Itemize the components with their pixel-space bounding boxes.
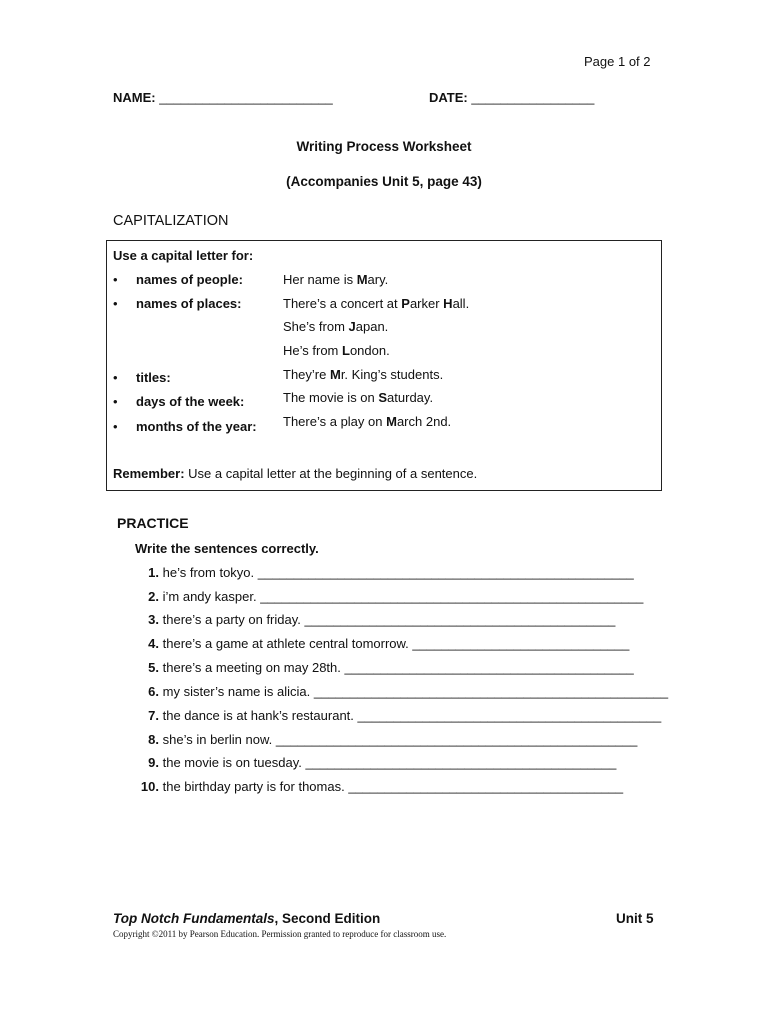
practice-item — [119, 708, 661, 723]
item-number: 9. — [148, 755, 159, 770]
item-number: 6. — [148, 684, 159, 699]
bullet-icon: • — [113, 419, 118, 434]
example-capital: S — [378, 390, 388, 405]
item-number: 8. — [148, 732, 159, 747]
name-field — [113, 90, 333, 105]
example-text: Her name is — [283, 272, 357, 287]
answer-blank[interactable]: ___________________________________________ — [305, 755, 617, 770]
practice-item — [119, 779, 623, 794]
practice-item — [119, 565, 634, 580]
rule-example — [283, 296, 469, 311]
rule-example — [283, 367, 443, 382]
rule-category: names of places: — [136, 296, 242, 311]
remember-label: Remember: — [113, 466, 185, 481]
practice-item — [119, 612, 615, 627]
bullet-icon: • — [113, 296, 118, 311]
item-sentence: she’s in berlin now. — [162, 732, 273, 747]
remember-note — [113, 466, 477, 481]
example-text: aturday. — [387, 390, 434, 405]
example-capital: L — [342, 343, 350, 358]
footer-book-title — [113, 911, 380, 926]
example-text: ary. — [367, 272, 389, 287]
rule-category: names of people: — [136, 272, 243, 287]
example-capital: M — [386, 414, 397, 429]
answer-blank[interactable]: __________________________________________ — [357, 708, 662, 723]
worksheet-subtitle: (Accompanies Unit 5, page 43) — [286, 174, 482, 189]
practice-heading: PRACTICE — [117, 515, 189, 531]
worksheet-title: Writing Process Worksheet — [296, 139, 472, 154]
practice-item — [119, 589, 643, 604]
example-text: She’s from — [283, 319, 349, 334]
date-field — [429, 90, 594, 105]
item-sentence: i’m andy kasper. — [162, 589, 257, 604]
rules-box-heading: Use a capital letter for: — [113, 248, 254, 263]
remember-text: Use a capital letter at the beginning of a sentence. — [184, 466, 478, 481]
example-text: arker — [409, 296, 444, 311]
rule-example — [283, 390, 433, 405]
bullet-icon: • — [113, 394, 118, 409]
item-number: 2. — [148, 589, 159, 604]
footer-unit: Unit 5 — [616, 911, 654, 926]
practice-instruction: Write the sentences correctly. — [135, 541, 319, 556]
example-text: They’re — [283, 367, 330, 382]
practice-item — [119, 732, 637, 747]
item-number: 1. — [148, 565, 159, 580]
item-sentence: the birthday party is for thomas. — [162, 779, 345, 794]
date-label: DATE: — [429, 90, 468, 105]
example-capital: M — [329, 367, 341, 382]
practice-item — [119, 755, 616, 770]
example-text: There’s a play on — [283, 414, 387, 429]
item-sentence: the dance is at hank’s restaurant. — [162, 708, 354, 723]
capitalization-heading: CAPITALIZATION — [113, 213, 229, 229]
book-title: Top Notch Fundamentals — [113, 911, 275, 926]
example-text: all. — [452, 296, 470, 311]
item-sentence: there’s a meeting on may 28th. — [162, 660, 341, 675]
example-text: ondon. — [349, 343, 390, 358]
answer-blank[interactable]: __________________________________________________ — [275, 732, 638, 747]
example-text: The movie is on — [283, 390, 379, 405]
item-number: 3. — [148, 612, 159, 627]
answer-blank[interactable]: ________________________________________ — [344, 660, 634, 675]
example-text: There’s a concert at — [283, 296, 402, 311]
rule-example — [283, 272, 388, 287]
rule-example — [283, 414, 451, 429]
bullet-icon: • — [113, 370, 118, 385]
item-sentence: the movie is on tuesday. — [162, 755, 302, 770]
example-capital: P — [401, 296, 410, 311]
item-number: 4. — [148, 636, 159, 651]
answer-blank[interactable]: ____________________________________________________ — [257, 565, 634, 580]
date-blank: _________________ — [471, 90, 595, 105]
item-number: 7. — [148, 708, 159, 723]
example-capital: M — [356, 272, 368, 287]
name-label: NAME: — [113, 90, 156, 105]
rule-example — [283, 343, 390, 358]
bullet-icon: • — [113, 272, 118, 287]
page-number: Page 1 of 2 — [584, 54, 651, 69]
example-capital: H — [443, 296, 453, 311]
example-text: r. King’s students. — [340, 367, 444, 382]
example-text: apan. — [355, 319, 389, 334]
answer-blank[interactable]: _____________________________________________________ — [260, 589, 644, 604]
rule-example — [283, 319, 388, 334]
item-sentence: there’s a game at athlete central tomorrow. — [162, 636, 409, 651]
item-number: 5. — [148, 660, 159, 675]
copyright-notice: Copyright ©2011 by Pearson Education. Permission granted to reproduce for classroom use. — [113, 929, 447, 939]
rule-category: days of the week: — [136, 394, 245, 409]
item-number: 10. — [140, 779, 159, 794]
item-sentence: my sister’s name is alicia. — [162, 684, 311, 699]
answer-blank[interactable]: ______________________________________ — [348, 779, 624, 794]
example-text: arch 2nd. — [396, 414, 452, 429]
answer-blank[interactable]: ______________________________ — [412, 636, 630, 651]
book-edition: , Second Edition — [274, 911, 381, 926]
example-capital: J — [348, 319, 356, 334]
name-blank: ________________________ — [159, 90, 333, 105]
rule-category: titles: — [136, 370, 171, 385]
answer-blank[interactable]: ___________________________________________ — [304, 612, 616, 627]
practice-item — [119, 636, 629, 651]
item-sentence: he’s from tokyo. — [162, 565, 255, 580]
rule-category: months of the year: — [136, 419, 257, 434]
practice-item — [119, 660, 634, 675]
item-sentence: there’s a party on friday. — [162, 612, 301, 627]
example-text: He’s from — [283, 343, 342, 358]
practice-item — [119, 684, 668, 699]
answer-blank[interactable]: _________________________________________________ — [313, 684, 669, 699]
